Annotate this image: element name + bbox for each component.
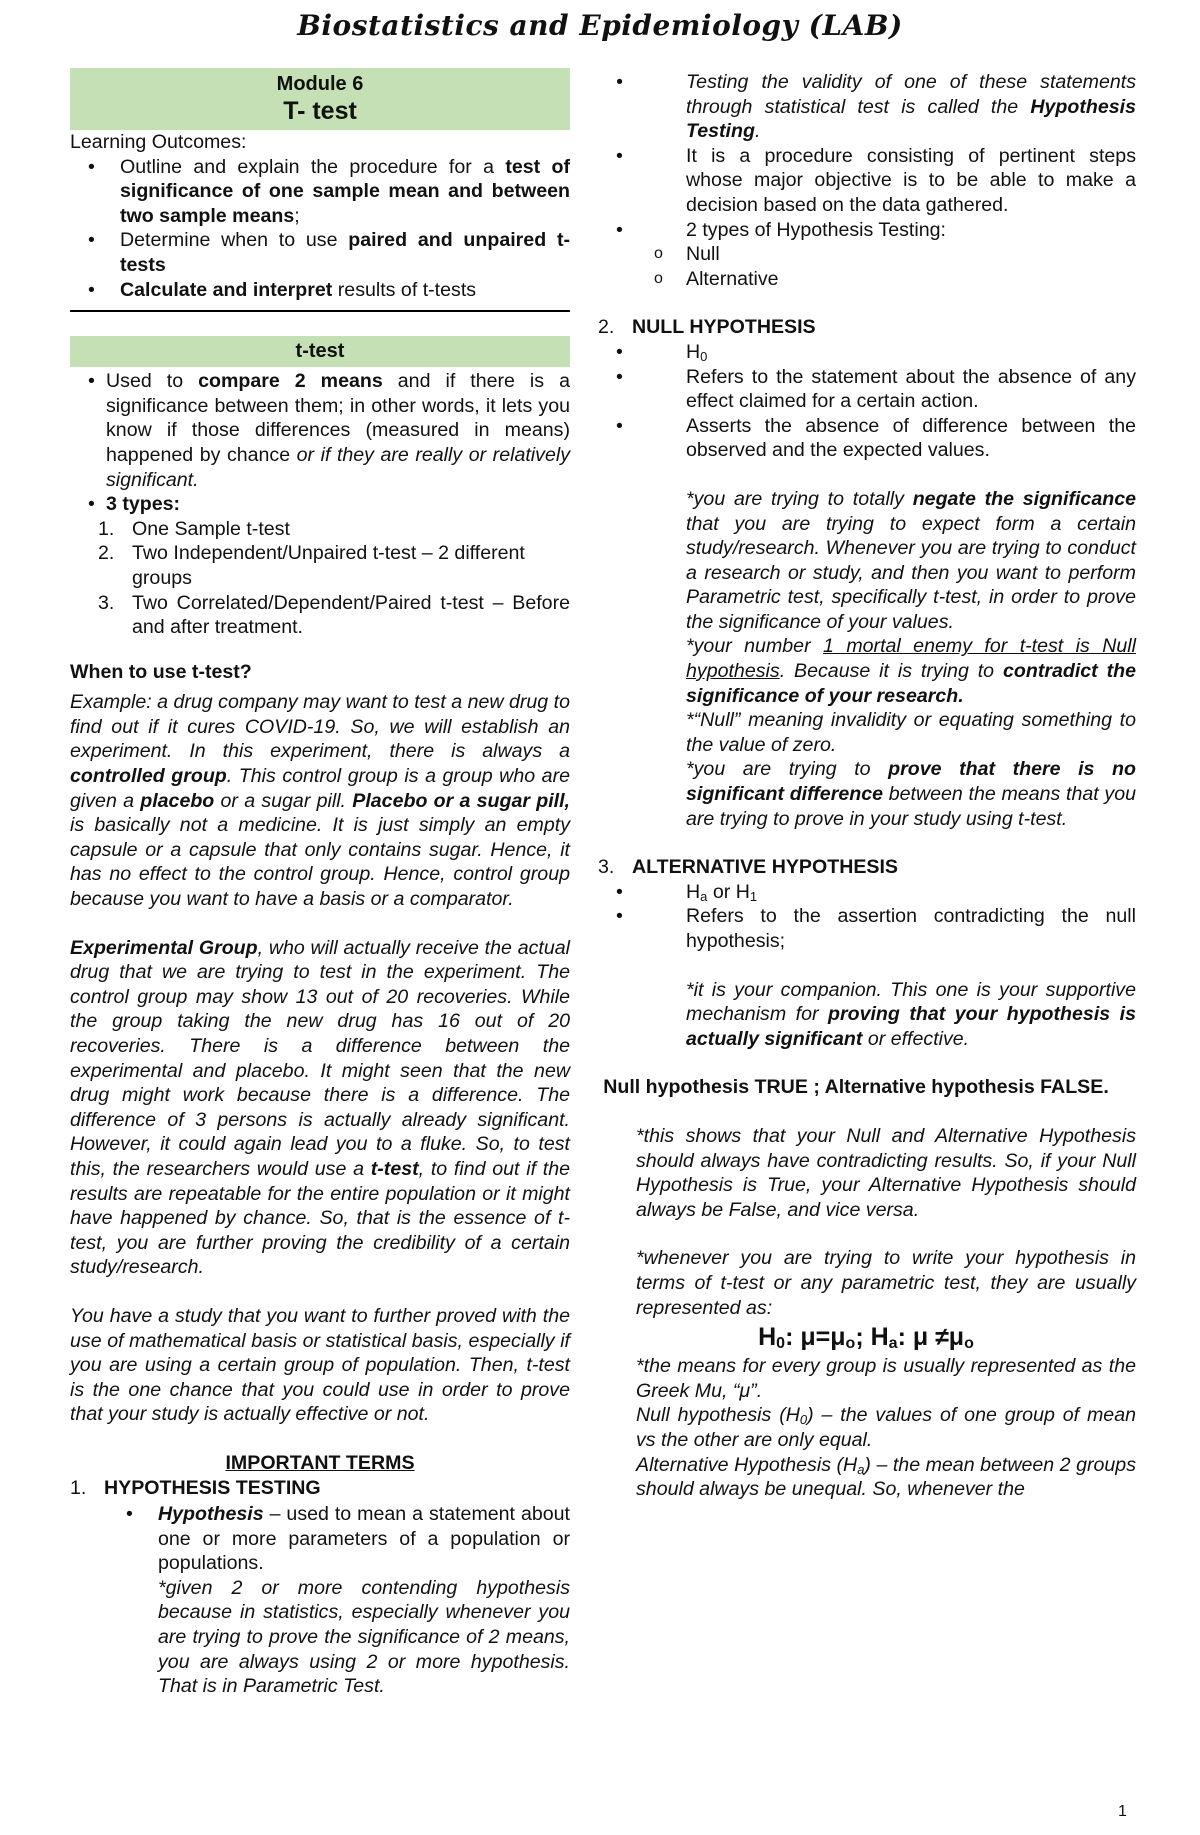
closing-note: Alternative Hypothesis $(H_a)$ – the mean between 2 groups should always be unequal. So, whenever the [636, 1453, 1136, 1501]
hypothesis-bullets [70, 1502, 570, 1699]
hypothesis-definition: • Hypothesis – used to mean a statement about one or more parameters of a population or populations. *given 2 or more contending hypothesis because in statistics, especially whenever you are trying to prove the significance of 2 means, you are always using 2 or more hypothesis. That is in Parametric Test. [70, 1502, 570, 1699]
hypothesis-formula: H0: μ=μo; Ha: μ ≠μo [758, 1323, 974, 1353]
truth-note-2: *whenever you are trying to write your hypothesis in terms of t-test or any parametric test, they are usually represented as: [636, 1247, 1136, 1319]
outcome-item: • Determine when to use paired and unpaired t-tests [70, 228, 570, 277]
alternative-note: *it is your companion. This one is your supportive mechanism for proving that your hypothesis is actually significant or effective. [686, 978, 1136, 1050]
ttest-type-item: 1. One Sample t-test [98, 517, 290, 540]
term-alternative-heading: 3. ALTERNATIVE HYPOTHESIS [598, 856, 898, 879]
when-paragraph-2: Experimental Group, who will actually receive the actual drug that we are trying to test in the experiment. The control group may show 13 out of 20 recoveries. While the group taking the new drug has 16 out of 20 recoveries. There is a difference between the experimental and placebo. It might seen that the new drug might work because there is a difference. The difference of 3 persons is actually already significant. However, it could again lead you to a fluke. So, to test this, the researchers would use a t-test, to find out if the results are repeatable for the entire population or it might have happened by chance. So, that is the essence of t-test, you are further proving the credibility of a certain study/research. [70, 936, 571, 1279]
module-banner [70, 68, 570, 130]
alternative-item: • Refers to the assertion contradicting the null hypothesis; [598, 904, 1136, 953]
module-label: Module 6 [276, 73, 364, 95]
null-note: *“Null” meaning invalidity or equating something to the value of zero. [686, 709, 1136, 756]
document-header-title: Biostatistics and Epidemiology (LAB) [297, 9, 903, 42]
truth-heading: Null hypothesis TRUE ; Alternative hypothesis FALSE. [603, 1076, 1109, 1099]
right-column [598, 70, 1136, 1502]
alternative-bullets [598, 880, 1136, 954]
learning-outcomes-heading: Learning Outcomes: [70, 131, 247, 153]
hypothesis-testing-bullets [598, 70, 1136, 242]
truth-note-1: *this shows that your Null and Alternative Hypothesis should always have contradicting results. So, if your Null Hypothesis is True, your Alternative Hypothesis should always be False, and vice versa. [636, 1124, 1136, 1221]
null-note: *your number 1 mortal enemy for t-test is Null hypothesis. Because it is trying to contradict the significance of your research. [686, 635, 1136, 707]
ttest-type-item: 2. Two Independent/Unpaired t-test – 2 different groups [98, 542, 525, 589]
term-hypothesis-testing-heading: 1. HYPOTHESIS TESTING [70, 1476, 321, 1499]
null-symbol: • $H_0$ [598, 340, 1136, 365]
term-null-heading: 2. NULL HYPOTHESIS [598, 316, 816, 339]
left-column [70, 68, 570, 1699]
null-notes [636, 487, 1136, 831]
learning-outcomes-list [70, 155, 570, 303]
when-heading: When to use t-test? [70, 660, 252, 683]
null-note: *you are trying to prove that there is no significant difference between the means that you are trying to prove in your study using t-test. [686, 758, 1136, 830]
ttest-banner: t-test [70, 336, 570, 367]
null-note: *you are trying to totally negate the significance that you are trying to expect form a certain study/research. Whenever you are trying to conduct a research or study, and then you want to perform Parametric test, specifically t-test, in order to prove the significance of your values. [686, 487, 1136, 633]
closing-notes [636, 1354, 1136, 1502]
ttest-bullets [70, 369, 570, 517]
hypothesis-testing-item: • Testing the validity of one of these statements through statistical test is called the Hypothesis Testing. [598, 70, 1136, 144]
ttest-definition: • Used to compare 2 means and if there is a significance between them; in other words, it lets you know if those differences (measured in means) happened by chance or if they are really or relatively significant. [70, 369, 570, 492]
closing-note: Null hypothesis $(H_0)$ – the values of one group of mean vs the other are only equal. [636, 1404, 1136, 1451]
hypothesis-type-item: o Alternative [598, 267, 1136, 292]
null-item: • Refers to the statement about the absence of any effect claimed for a certain action. [598, 365, 1136, 414]
when-paragraph-3: You have a study that you want to further proved with the use of mathematical basis or statistical basis, especially if you are using a certain group of population. Then, t-test is the one chance that you could use in order to prove that your study is actually effective or not. [70, 1304, 570, 1426]
closing-note: *the means for every group is usually represented as the Greek Mu, “μ”. [636, 1355, 1136, 1402]
hypothesis-types-list [598, 242, 1136, 291]
ttest-type-item: 3. Two Correlated/Dependent/Paired t-test – Before and after treatment. [98, 591, 570, 639]
outcome-item: • Calculate and interpret results of t-tests [70, 278, 570, 303]
null-item: • Asserts the absence of difference between the observed and the expected values. [598, 414, 1136, 463]
module-title: T- test [283, 97, 357, 125]
page-number: 1 [1118, 1803, 1127, 1820]
ttest-types-label: • 3 types: [70, 492, 570, 517]
ttest-types-list [70, 517, 570, 640]
hypothesis-testing-item: • 2 types of Hypothesis Testing: [598, 218, 1136, 243]
null-bullets [598, 340, 1136, 463]
outcome-item: • Outline and explain the procedure for a test of significance of one sample mean and between two sample means; [70, 155, 570, 229]
alternative-symbol: • $H_a$ or $H_1$ [598, 880, 1136, 905]
important-terms-heading: IMPORTANT TERMS [225, 1451, 415, 1474]
hypothesis-type-item: o Null [598, 242, 1136, 267]
when-paragraph-1: Example: a drug company may want to test a new drug to find out if it cures COVID-19. So, we will establish an experiment. In this experiment, there is always a controlled group. This control group is a group who are given a placebo or a sugar pill. Placebo or a sugar pill, is basically not a medicine. It is just simply an empty capsule or a capsule that only contains sugar. Hence, it has no effect to the control group. Hence, control group because you want to have a basis or a comparator. [70, 691, 570, 911]
hypothesis-testing-item: • It is a procedure consisting of pertinent steps whose major objective is to be able to make a decision based on the data gathered. [598, 144, 1136, 218]
